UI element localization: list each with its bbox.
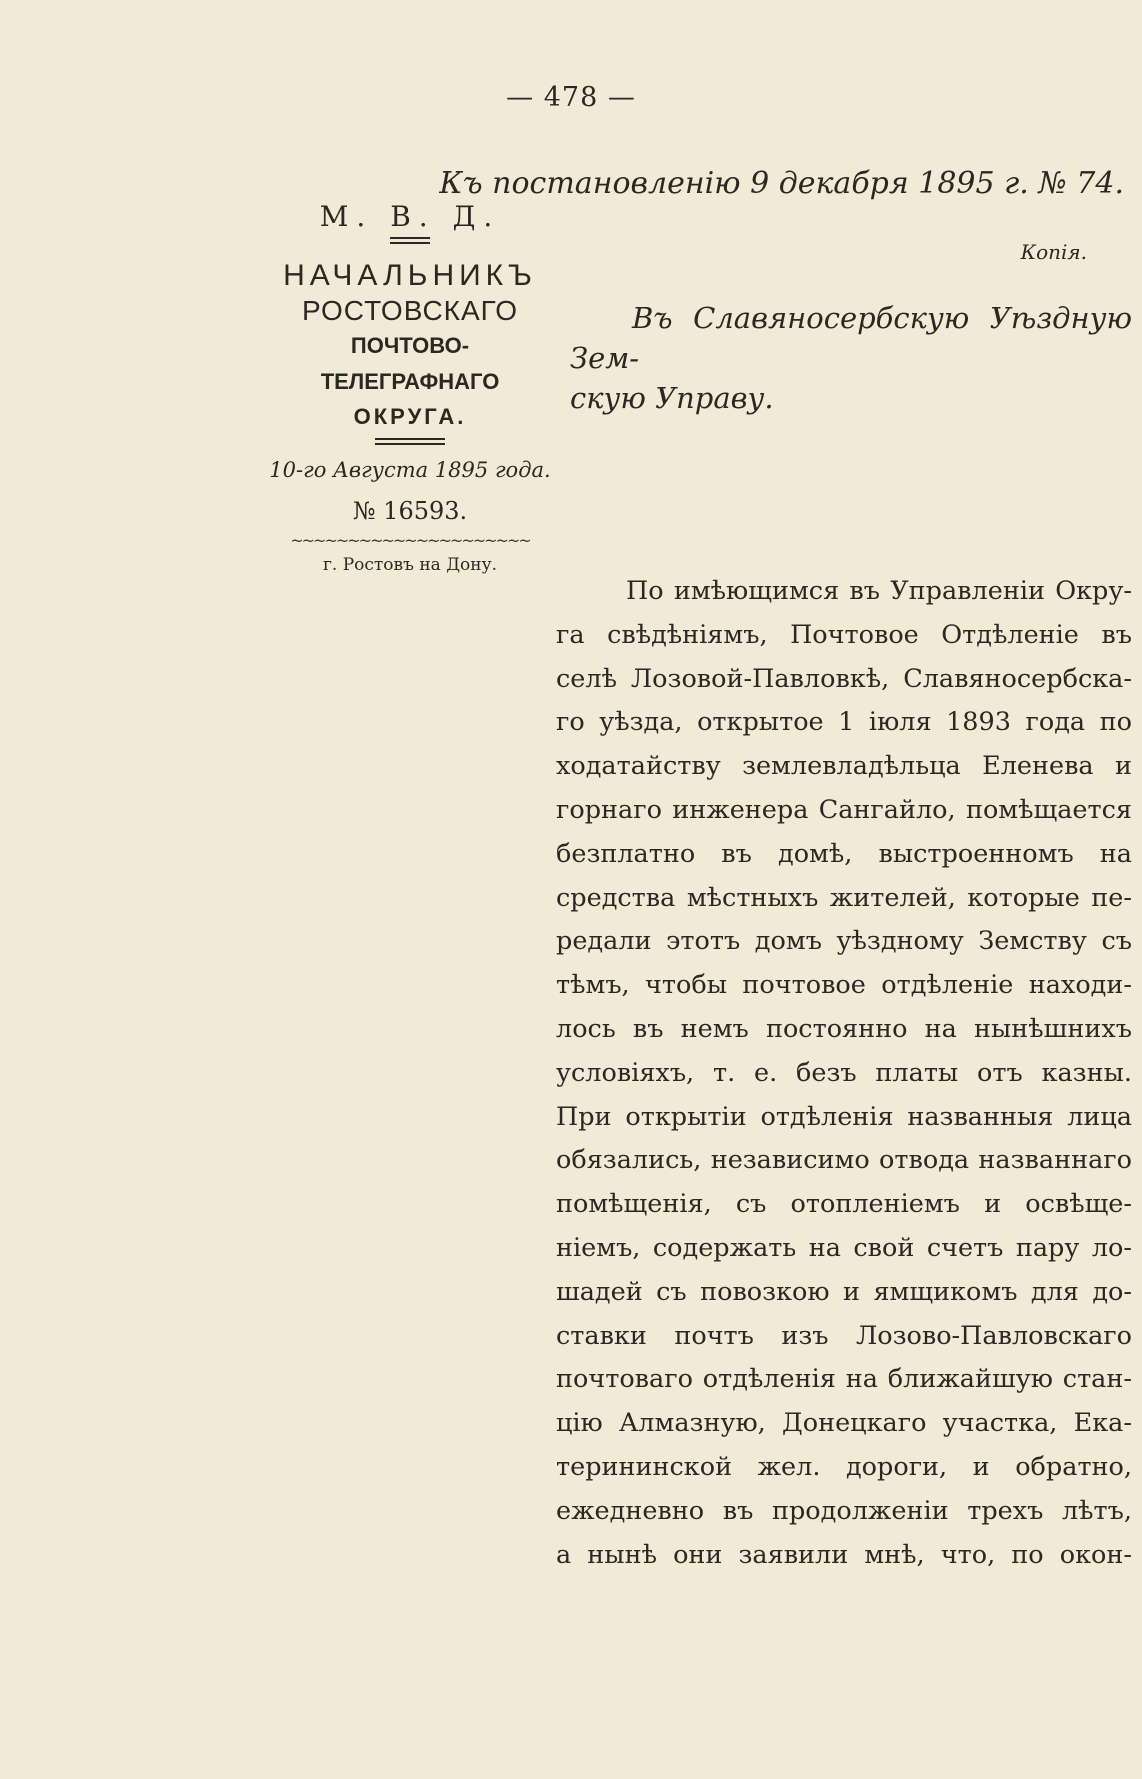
letter-date: 10-го Августа 1895 года. (269, 458, 551, 482)
addressee-line2: скую Управу. (570, 381, 774, 415)
body-line: обязались, независимо отвода названнаго (556, 1145, 1132, 1176)
letter-city: г. Ростовъ на Дону. (322, 555, 497, 575)
body-line: горнаго инженера Сангайло, помѣщается (556, 794, 1132, 825)
body-line: ежедневно въ продолженіи трехъ лѣтъ, (556, 1495, 1132, 1526)
divider (390, 237, 430, 244)
body-line: ніемъ, содержать на свой счетъ пару ло- (556, 1232, 1132, 1263)
body-line: При открытіи отдѣленія названныя лица (556, 1101, 1132, 1132)
body-line: условіяхъ, т. е. безъ платы отъ казны. (556, 1057, 1132, 1088)
body-line: а нынѣ они заявили мнѣ, что, по окон- (556, 1539, 1132, 1570)
body-line: цію Алмазную, Донецкаго участка, Ека- (556, 1408, 1132, 1439)
body-line: По имѣющимся въ Управленіи Окру- (626, 576, 1132, 606)
body-line: редали этотъ домъ уѣздному Земству съ (556, 926, 1132, 957)
divider (375, 438, 445, 445)
letter-body (556, 570, 1132, 1577)
addressee (570, 298, 1132, 418)
wavy-divider: ~~~~~~~~~~~~~~~~~~~~~ (290, 531, 530, 550)
resolution-reference: Къ постановленію 9 декабря 1895 г. № 74. (439, 166, 1124, 201)
addressee-line1: Въ Славяносербскую Уѣздную Зем- (570, 301, 1132, 375)
sender-block (265, 200, 555, 575)
body-line: га свѣдѣніямъ, Почтовое Отдѣленіе въ (556, 619, 1132, 650)
ministry-label: М. В. Д. (319, 200, 501, 233)
body-line: шадей съ повозкою и ямщикомъ для до- (556, 1276, 1132, 1307)
body-line: помѣщенія, съ отопленіемъ и освѣще- (556, 1189, 1132, 1220)
body-line: ставки почтъ изъ Лозово-Павловскаго (556, 1320, 1132, 1351)
body-line: ходатайству землевладѣльца Еленева и (556, 751, 1132, 782)
body-line: безплатно въ домѣ, выстроенномъ на (556, 838, 1132, 869)
body-line: тѣмъ, чтобы почтовое отдѣленіе находи- (556, 970, 1132, 1001)
body-line: селѣ Лозовой-Павловкѣ, Славяносербска- (556, 663, 1132, 694)
body-line: лось въ немъ постоянно на нынѣшнихъ (556, 1013, 1132, 1044)
body-line: средства мѣстныхъ жителей, которые пе- (556, 882, 1132, 913)
body-line: го уѣзда, открытое 1 іюля 1893 года по (556, 707, 1132, 738)
body-line: почтоваго отдѣленія на ближайшую стан- (556, 1364, 1132, 1395)
letter-number: № 16593. (352, 497, 468, 525)
body-line: терининской жел. дороги, и обратно, (556, 1451, 1132, 1482)
copy-label: Копія. (1020, 240, 1087, 264)
sender-title-line2: РОСТОВСКАГО (301, 295, 519, 326)
sender-title-line1: НАЧАЛЬНИКЪ (283, 259, 537, 292)
sender-title-line3: ПОЧТОВО-ТЕЛЕГРАФНАГО (320, 333, 500, 394)
page-number: — 478 — (506, 82, 636, 113)
sender-title-line4: ОКРУГА. (353, 404, 467, 429)
